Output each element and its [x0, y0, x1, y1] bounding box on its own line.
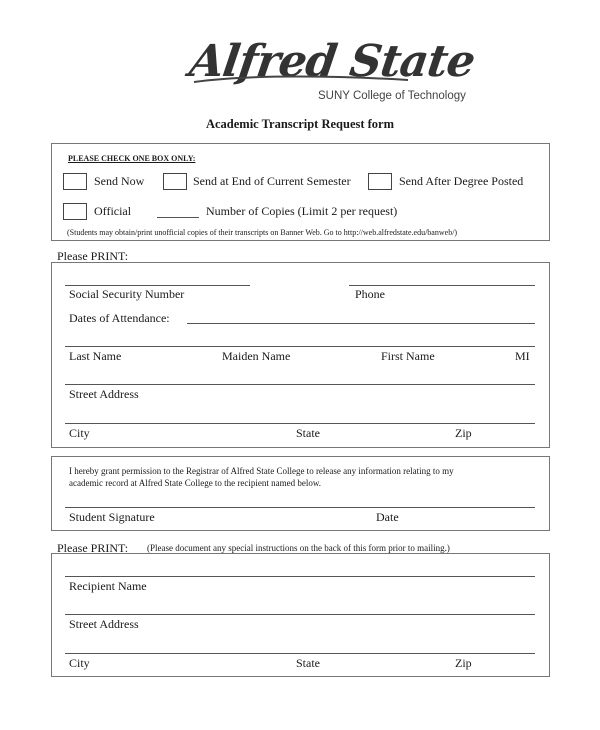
- alfred-state-logo: Alfred State: [186, 36, 478, 87]
- permission-text-line2: academic record at Alfred State College to the recipient named below.: [69, 478, 322, 488]
- send-end-semester-label: Send at End of Current Semester: [193, 174, 351, 188]
- mi-label: MI: [515, 349, 530, 363]
- logo-swash: [192, 72, 410, 88]
- recipient-state-label: State: [296, 656, 320, 670]
- recipient-name-label: Recipient Name: [69, 579, 147, 593]
- ssn-label: Social Security Number: [69, 287, 185, 301]
- recipient-zip-label: Zip: [455, 656, 472, 670]
- recipient-print-heading: Please PRINT:: [57, 541, 129, 555]
- number-of-copies-label: Number of Copies (Limit 2 per request): [206, 204, 398, 218]
- recipient-city-state-zip-input[interactable]: [65, 653, 535, 654]
- recipient-instruction: (Please document any special instructions on the back of this form prior to mailing.): [147, 543, 450, 553]
- phone-input[interactable]: [349, 285, 535, 286]
- city-label: City: [69, 426, 90, 440]
- dates-of-attendance-label: Dates of Attendance:: [69, 311, 170, 325]
- maiden-name-label: Maiden Name: [222, 349, 291, 363]
- official-checkbox[interactable]: [63, 203, 87, 220]
- send-after-degree-checkbox[interactable]: [368, 173, 392, 190]
- official-label: Official: [94, 204, 132, 218]
- recipient-name-input[interactable]: [65, 576, 535, 577]
- unofficial-copies-note: (Students may obtain/print unofficial copies of their transcripts on Banner Web. Go to http://web.alfredstate.edu/banweb/): [67, 228, 458, 237]
- signature-date-label: Date: [376, 510, 399, 524]
- signature-input[interactable]: [65, 507, 535, 508]
- permission-text-line1: I hereby grant permission to the Registrar of Alfred State College to release any information relating to my: [69, 466, 454, 476]
- number-of-copies-field[interactable]: [157, 217, 199, 218]
- logo-subtitle: SUNY College of Technology: [318, 90, 466, 102]
- street-address-label: Street Address: [69, 387, 139, 401]
- send-now-label: Send Now: [94, 174, 145, 188]
- dates-of-attendance-input[interactable]: [187, 323, 535, 324]
- street-address-input[interactable]: [65, 384, 535, 385]
- name-input-line[interactable]: [65, 346, 535, 347]
- send-after-degree-label: Send After Degree Posted: [399, 174, 524, 188]
- student-print-heading: Please PRINT:: [57, 249, 129, 263]
- phone-label: Phone: [355, 287, 385, 301]
- ssn-input[interactable]: [65, 285, 250, 286]
- check-one-instruction: PLEASE CHECK ONE BOX ONLY:: [68, 154, 196, 163]
- student-signature-label: Student Signature: [69, 510, 155, 524]
- first-name-label: First Name: [381, 349, 435, 363]
- send-end-semester-checkbox[interactable]: [163, 173, 187, 190]
- last-name-label: Last Name: [69, 349, 122, 363]
- state-label: State: [296, 426, 320, 440]
- recipient-street-input[interactable]: [65, 614, 535, 615]
- city-state-zip-input[interactable]: [65, 423, 535, 424]
- recipient-city-label: City: [69, 656, 90, 670]
- recipient-street-label: Street Address: [69, 617, 139, 631]
- form-title: Academic Transcript Request form: [205, 117, 395, 131]
- send-now-checkbox[interactable]: [63, 173, 87, 190]
- zip-label: Zip: [455, 426, 472, 440]
